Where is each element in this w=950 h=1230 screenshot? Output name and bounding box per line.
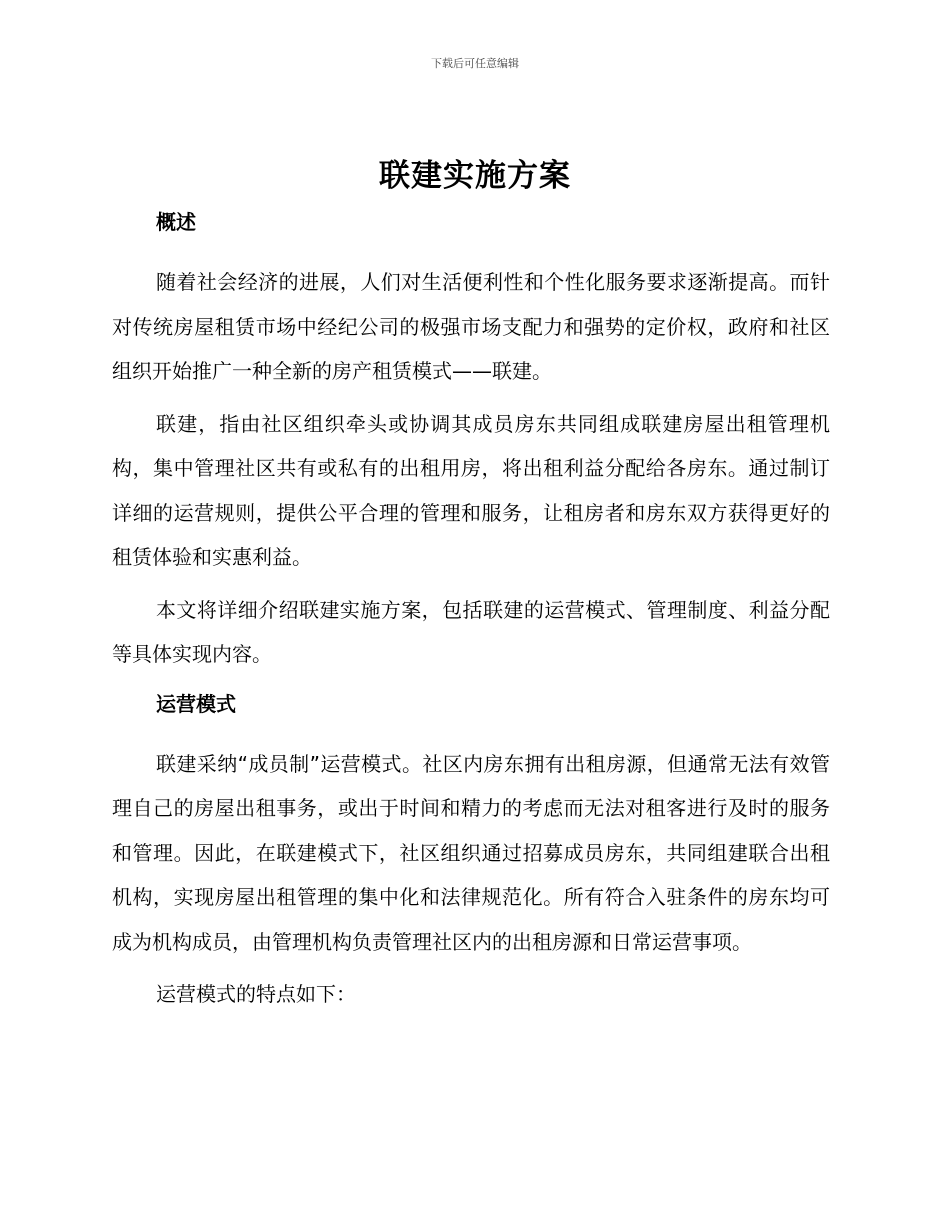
paragraph: 联建采纳“成员制”运营模式。社区内房东拥有出租房源，但通常无法有效管理自己的房屋出租事务，或出于时间和精力的考虑而无法对租客进行及时的服务和管理。因此，在联建模式下，社区组织通过招募成员房东，共同组建联合出租机构，实现房屋出租管理的集中化和法律规范化。所有符合入驻条件的房东均可成为机构成员，由管理机构负责管理社区内的出租房源和日常运营事项。 [112, 751, 830, 954]
document-body [112, 203, 830, 1025]
paragraph: 本文将详细介绍联建实施方案，包括联建的运营模式、管理制度、利益分配等具体实现内容。 [112, 597, 830, 666]
header-note: 下载后可任意编辑 [431, 57, 519, 70]
paragraph: 联建，指由社区组织牵头或协调其成员房东共同组成联建房屋出租管理机构，集中管理社区共有或私有的出租用房，将出租利益分配给各房东。通过制订详细的运营规则，提供公平合理的管理和服务，让租房者和房东双方获得更好的租赁体验和实惠利益。 [112, 411, 830, 569]
paragraph: 随着社会经济的进展，人们对生活便利性和个性化服务要求逐渐提高。而针对传统房屋租赁市场中经纪公司的极强市场支配力和强势的定价权，政府和社区组织开始推广一种全新的房产租赁模式——联建。 [112, 270, 830, 383]
section-heading-overview: 概述 [156, 210, 196, 234]
section-heading-operation-mode: 运营模式 [156, 691, 236, 716]
paragraph: 运营模式的特点如下： [156, 982, 356, 1006]
document-title: 联建实施方案 [379, 158, 571, 194]
